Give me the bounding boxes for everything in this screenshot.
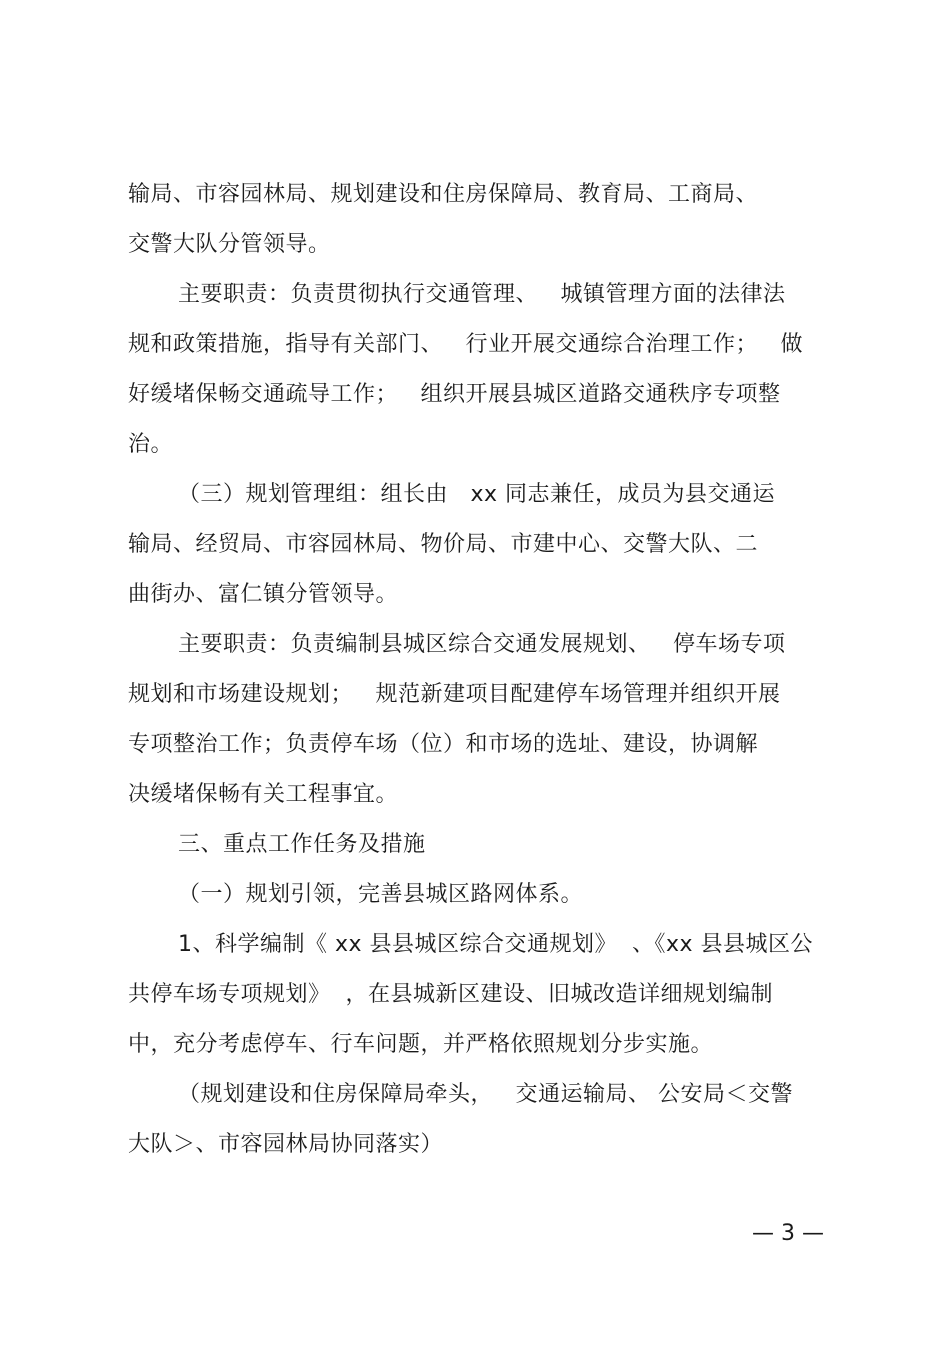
section-heading: 三、重点工作任务及措施 — [178, 832, 426, 857]
text-line: 主要职责：负责贯彻执行交通管理、 城镇管理方面的法律法 — [178, 282, 786, 307]
text-line: 输局、经贸局、市容园林局、物价局、市建中心、交警大队、二 — [128, 532, 759, 557]
text-line: 交警大队分管领导。 — [128, 232, 331, 257]
page-number: — 3 — — [752, 1221, 824, 1246]
text-line: 决缓堵保畅有关工程事宜。 — [128, 782, 399, 807]
text-line: 曲街办、富仁镇分管领导。 — [128, 582, 399, 607]
text-line: 1、科学编制《 xx 县县城区综合交通规划》 、《xx 县县城区公 — [178, 932, 814, 957]
text-line: 输局、市容园林局、规划建设和住房保障局、教育局、工商局、 — [128, 182, 759, 207]
text-line: 主要职责：负责编制县城区综合交通发展规划、 停车场专项 — [178, 632, 786, 657]
text-line: 专项整治工作；负责停车场（位）和市场的选址、建设，协调解 — [128, 732, 759, 757]
text-line: 治。 — [128, 432, 174, 457]
text-line: 好缓堵保畅交通疏导工作； 组织开展县城区道路交通秩序专项整 — [128, 382, 781, 407]
text-line: 中，充分考虑停车、行车问题，并严格依照规划分步实施。 — [128, 1032, 714, 1057]
text-line: 规和政策措施，指导有关部门、 行业开展交通综合治理工作； 做 — [128, 332, 803, 357]
text-line: （三）规划管理组：组长由 xx 同志兼任，成员为县交通运 — [178, 482, 776, 507]
text-line: （规划建设和住房保障局牵头， 交通运输局、 公安局＜交警 — [178, 1082, 793, 1107]
text-line: 共停车场专项规划》 ，在县城新区建设、旧城改造详细规划编制 — [128, 982, 773, 1007]
text-line: 大队＞、市容园林局协同落实） — [128, 1132, 444, 1157]
text-line: 规划和市场建设规划； 规范新建项目配建停车场管理并组织开展 — [128, 682, 781, 707]
sub-heading: （一）规划引领，完善县城区路网体系。 — [178, 882, 584, 907]
